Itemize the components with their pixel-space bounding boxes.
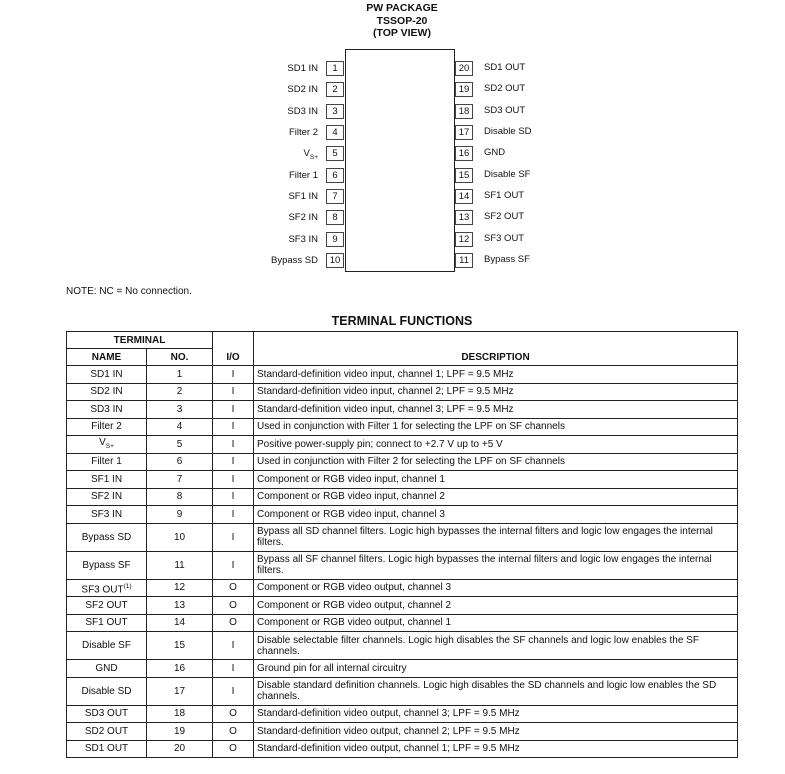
table-row xyxy=(67,366,738,384)
cell-description: Used in conjunction with Filter 1 for selecting the LPF on SF channels xyxy=(254,418,738,436)
cell-no: 4 xyxy=(147,418,213,436)
cell-name: SF3 OUT$^{(1)}$ xyxy=(67,579,147,597)
cell-name: Filter 2 xyxy=(67,418,147,436)
pin-number-box: 8 xyxy=(326,210,344,225)
cell-no: 10 xyxy=(147,523,213,551)
cell-name: Bypass SF xyxy=(67,551,147,579)
cell-description: Standard-definition video input, channel 2; LPF = 9.5 MHz xyxy=(254,383,738,401)
table-row xyxy=(67,705,738,723)
cell-name: SD1 OUT xyxy=(67,740,147,758)
cell-name: SF1 OUT xyxy=(67,614,147,632)
cell-no: 6 xyxy=(147,453,213,471)
pin-number-box: 14 xyxy=(455,189,473,204)
cell-io: I xyxy=(213,401,254,419)
pin-number-box: 10 xyxy=(326,253,344,268)
pin-label-left: SD1 IN xyxy=(287,63,318,74)
cell-no: 1 xyxy=(147,366,213,384)
pin-label-right: Disable SD xyxy=(484,125,532,137)
cell-description: Standard-definition video input, channel 3; LPF = 9.5 MHz xyxy=(254,401,738,419)
table-row xyxy=(67,418,738,436)
table-row xyxy=(67,453,738,471)
pin-label-left: Filter 2 xyxy=(288,126,318,138)
package-title-line2: TSSOP-20 xyxy=(376,14,428,27)
pin-number-box: 3 xyxy=(326,104,344,119)
cell-io: O xyxy=(213,740,254,758)
cell-description: Positive power-supply pin; connect to +2.7 V up to +5 V xyxy=(254,436,738,454)
cell-name: SF2 OUT xyxy=(67,597,147,615)
pin-number-box: 2 xyxy=(326,82,344,97)
pin-number-box: 19 xyxy=(455,82,473,97)
table-row xyxy=(67,401,738,419)
cell-io: I xyxy=(213,471,254,489)
pin-number-box: 17 xyxy=(455,125,473,140)
cell-description: Disable standard definition channels. Logic high disables the SD channels and logic low enables the SD channels. xyxy=(254,677,738,705)
pin-label-left: SF3 IN xyxy=(288,233,318,245)
cell-io: I xyxy=(213,506,254,524)
cell-name: SD2 IN xyxy=(67,383,147,401)
cell-description: Used in conjunction with Filter 2 for selecting the LPF on SF channels xyxy=(254,453,738,471)
cell-name: Disable SF xyxy=(67,632,147,660)
cell-description: Bypass all SD channel filters. Logic high bypasses the internal filters and logic low engages the internal filters. xyxy=(254,523,738,551)
cell-name: Bypass SD xyxy=(67,523,147,551)
cell-no: 7 xyxy=(147,471,213,489)
cell-no: 17 xyxy=(147,677,213,705)
pin-label-right: SF2 OUT xyxy=(484,211,525,223)
cell-name: $V_{S+}$ xyxy=(67,436,147,454)
cell-io: I xyxy=(213,366,254,384)
pin-number-box: 20 xyxy=(455,61,473,76)
pin-number-box: 5 xyxy=(326,146,344,161)
table-row xyxy=(67,471,738,489)
cell-description: Standard-definition video output, channel 1; LPF = 9.5 MHz xyxy=(254,740,738,758)
cell-io: I xyxy=(213,383,254,401)
cell-no: 12 xyxy=(147,579,213,597)
cell-description: Standard-definition video output, channel 3; LPF = 9.5 MHz xyxy=(254,705,738,723)
pin-label-left: Bypass SD xyxy=(271,254,318,266)
cell-name: SD3 OUT xyxy=(67,705,147,723)
note-text: NOTE: NC = No connection. xyxy=(66,286,192,297)
chip-body xyxy=(345,49,455,272)
pin-number-box: 18 xyxy=(455,104,473,119)
cell-no: 14 xyxy=(147,614,213,632)
cell-description: Component or RGB video input, channel 1 xyxy=(254,471,738,489)
cell-io: I xyxy=(213,418,254,436)
cell-description: Standard-definition video output, channel 2; LPF = 9.5 MHz xyxy=(254,723,738,741)
cell-no: 13 xyxy=(147,597,213,615)
cell-no: 15 xyxy=(147,632,213,660)
table-row xyxy=(67,523,738,551)
header-terminal: TERMINAL xyxy=(67,332,213,349)
package-title xyxy=(0,2,785,40)
pin-label-left: SF1 IN xyxy=(288,190,318,202)
cell-io: I xyxy=(213,551,254,579)
header-io: I/O xyxy=(213,332,254,366)
pin-number-box: 1 xyxy=(326,61,344,76)
cell-name: Filter 1 xyxy=(67,453,147,471)
pin-label-left: SF2 IN xyxy=(288,212,318,224)
pin-number-box: 12 xyxy=(455,232,473,247)
pin-number-box: 4 xyxy=(326,125,344,140)
cell-io: O xyxy=(213,614,254,632)
cell-io: O xyxy=(213,597,254,615)
cell-name: SF2 IN xyxy=(67,488,147,506)
cell-io: I xyxy=(213,436,254,454)
table-row xyxy=(67,723,738,741)
cell-io: I xyxy=(213,660,254,678)
table-row xyxy=(67,614,738,632)
pin-label-right: Bypass SF xyxy=(484,253,530,265)
pin-number-box: 13 xyxy=(455,210,473,225)
table-row xyxy=(67,383,738,401)
header-name: NAME xyxy=(67,349,147,366)
cell-io: I xyxy=(213,488,254,506)
cell-no: 8 xyxy=(147,488,213,506)
cell-name: SD2 OUT xyxy=(67,723,147,741)
cell-io: I xyxy=(213,453,254,471)
cell-description: Component or RGB video input, channel 3 xyxy=(254,506,738,524)
pin-label-right: Disable SF xyxy=(484,168,531,180)
pin-label-left: $V_{S+}$ xyxy=(303,148,318,162)
cell-description: Standard-definition video input, channel 1; LPF = 9.5 MHz xyxy=(254,366,738,384)
table-row xyxy=(67,597,738,615)
pin-label-right: GND xyxy=(484,147,506,159)
cell-io: I xyxy=(213,677,254,705)
header-description: DESCRIPTION xyxy=(254,332,738,366)
pin-label-right: SF3 OUT xyxy=(484,232,525,244)
cell-no: 3 xyxy=(147,401,213,419)
pin-number-box: 6 xyxy=(326,168,344,183)
pin-number-box: 15 xyxy=(455,168,473,183)
cell-name: SD1 IN xyxy=(67,366,147,384)
cell-io: I xyxy=(213,523,254,551)
package-title-line1: PW PACKAGE xyxy=(366,2,438,14)
cell-name: SF3 IN xyxy=(67,506,147,524)
cell-description: Ground pin for all internal circuitry xyxy=(254,660,738,678)
table-row xyxy=(67,506,738,524)
cell-description: Bypass all SF channel filters. Logic high bypasses the internal filters and logic low engages the internal filters. xyxy=(254,551,738,579)
cell-io: O xyxy=(213,705,254,723)
cell-no: 18 xyxy=(147,705,213,723)
table-body xyxy=(67,366,738,758)
terminal-functions-title: TERMINAL FUNCTIONS xyxy=(331,314,473,328)
subscript: S+ xyxy=(105,442,114,450)
cell-io: O xyxy=(213,579,254,597)
cell-name: SD3 IN xyxy=(67,401,147,419)
cell-no: 16 xyxy=(147,660,213,678)
cell-description: Disable selectable filter channels. Logic high disables the SF channels and logic low enables the SF channels. xyxy=(254,632,738,660)
table-row xyxy=(67,632,738,660)
pin-label-right: SD3 OUT xyxy=(484,104,526,116)
footnote-marker: (1) xyxy=(123,582,132,590)
table-row xyxy=(67,436,738,454)
cell-no: 11 xyxy=(147,551,213,579)
table-row xyxy=(67,488,738,506)
cell-no: 20 xyxy=(147,740,213,758)
cell-no: 2 xyxy=(147,383,213,401)
table-row xyxy=(67,740,738,758)
pin-label-left: Filter 1 xyxy=(288,169,318,181)
cell-description: Component or RGB video input, channel 2 xyxy=(254,488,738,506)
pin-label-right: SD1 OUT xyxy=(484,62,526,73)
pin-label-right: SF1 OUT xyxy=(484,189,525,201)
cell-name: GND xyxy=(67,660,147,678)
pin-number-box: 7 xyxy=(326,189,344,204)
cell-io: I xyxy=(213,632,254,660)
table-row xyxy=(67,660,738,678)
cell-name: Disable SD xyxy=(67,677,147,705)
pin-number-box: 9 xyxy=(326,232,344,247)
pin-label-left: SD2 IN xyxy=(287,84,318,96)
pin-label-right: SD2 OUT xyxy=(484,83,526,95)
pin-number-box: 11 xyxy=(455,253,473,268)
cell-description: Component or RGB video output, channel 3 xyxy=(254,579,738,597)
cell-description: Component or RGB video output, channel 1 xyxy=(254,614,738,632)
header-no: NO. xyxy=(147,349,213,366)
cell-name: SF1 IN xyxy=(67,471,147,489)
pin-number-box: 16 xyxy=(455,146,473,161)
cell-description: Component or RGB video output, channel 2 xyxy=(254,597,738,615)
table-row xyxy=(67,677,738,705)
terminal-functions-table xyxy=(66,331,738,758)
table-row xyxy=(67,579,738,597)
cell-no: 9 xyxy=(147,506,213,524)
cell-io: O xyxy=(213,723,254,741)
table-row xyxy=(67,551,738,579)
cell-no: 5 xyxy=(147,436,213,454)
package-title-line3: (TOP VIEW) xyxy=(373,27,431,39)
pin-label-left: SD3 IN xyxy=(287,105,318,117)
cell-no: 19 xyxy=(147,723,213,741)
subscript: S+ xyxy=(309,154,318,162)
